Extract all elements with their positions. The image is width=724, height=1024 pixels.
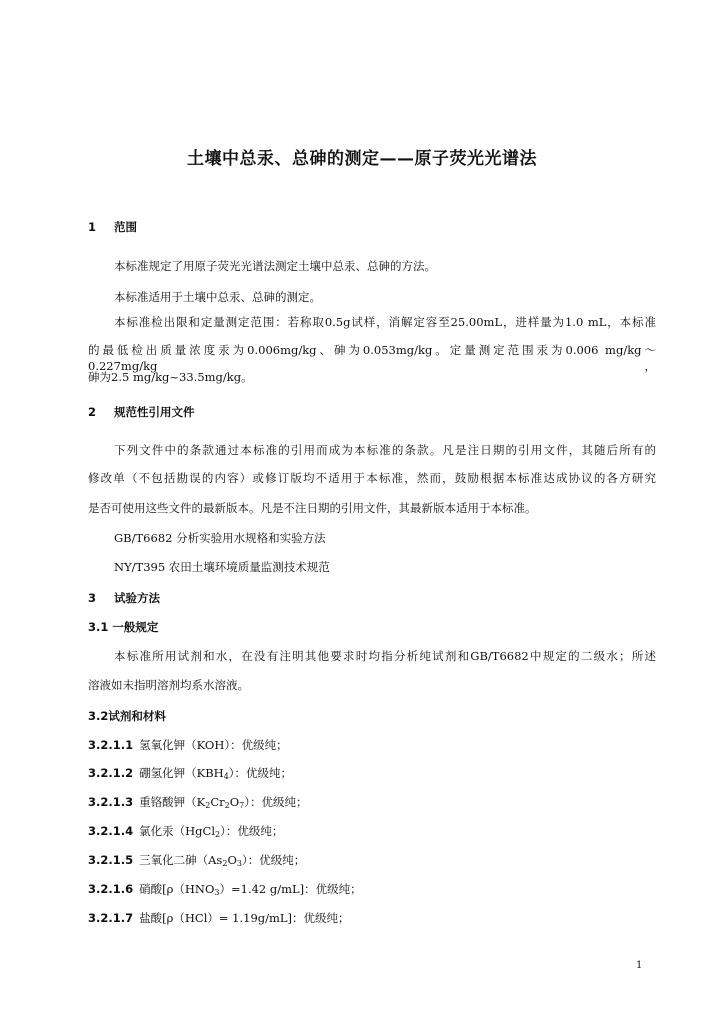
subscript: 2 <box>215 830 221 839</box>
item-text: ）：优级纯； <box>228 766 293 780</box>
item-text: O <box>227 853 237 867</box>
item-text: O <box>229 795 240 809</box>
item-text: Cr <box>210 795 225 809</box>
section-title: 试验方法 <box>114 591 160 605</box>
paragraph-line: 下列文件中的条款通过本标准的引用而成为本标准的条款。凡是注日期的引用文件，其随后所有的 <box>114 443 656 457</box>
item-text: 盐酸[ρ（HCl）= 1.19g/mL]：优级纯； <box>139 911 350 925</box>
reagent-item <box>88 737 288 753</box>
subscript: 3 <box>214 888 220 897</box>
paragraph: 本标准适用于土壤中总汞、总砷的测定。 <box>114 290 321 304</box>
section-number: 1 <box>88 220 97 234</box>
subscript: 2 <box>222 859 228 868</box>
section-title: 规范性引用文件 <box>114 405 195 419</box>
reagent-item <box>88 823 283 843</box>
item-code: 3.2.1.6 <box>88 882 134 896</box>
item-text: ）=1.42 g/mL]：优级纯； <box>219 882 362 896</box>
section-3-heading <box>88 590 160 606</box>
paragraph: 本标准规定了用原子荧光光谱法测定土壤中总汞、总砷的方法。 <box>114 259 436 273</box>
section-number: 2 <box>88 405 97 419</box>
item-text: 氯化汞（HgCl <box>139 824 215 838</box>
item-text: ）：优级纯； <box>244 795 308 809</box>
item-code: 3.2.1.4 <box>88 824 134 838</box>
subscript: 4 <box>223 772 229 781</box>
paragraph-line: 溶液如未指明溶剂均系水溶液。 <box>88 678 249 692</box>
page-number: 1 <box>636 960 643 971</box>
item-text: 重铬酸钾（K <box>139 795 206 809</box>
item-text: ）：优级纯； <box>241 853 306 867</box>
subsection-heading: 3.1 一般规定 <box>88 620 159 634</box>
reagent-item <box>88 852 305 872</box>
reference-item: NY/T395 农田土壤环境质量监测技术规范 <box>114 560 330 574</box>
item-code: 3.2.1.5 <box>88 853 134 867</box>
item-text: ）：优级纯； <box>220 824 284 838</box>
subsection-heading: 3.2试剂和材料 <box>88 709 166 723</box>
paragraph-line: 修改单（不包括勘误的内容）或修订版均不适用于本标准，然而，鼓励根据本标准达成协议的各方研究 <box>88 471 656 485</box>
item-text: 氢氧化钾（KOH）：优级纯； <box>139 738 288 752</box>
section-1-heading <box>88 219 137 235</box>
paragraph-line: 本标准检出限和定量测定范围：若称取0.5g试样，消解定容至25.00mL，进样量为1.0 mL，本标准 <box>114 315 656 329</box>
reagent-item <box>88 881 362 901</box>
paragraph-line: 是否可使用这些文件的最新版本。凡是不注日期的引用文件，其最新版本适用于本标准。 <box>88 501 537 515</box>
reagent-item <box>88 765 292 785</box>
item-code: 3.2.1.7 <box>88 911 134 925</box>
reference-item: GB/T6682 分析实验用水规格和实验方法 <box>114 531 326 545</box>
reagent-item <box>88 794 307 814</box>
reagent-item <box>88 910 350 926</box>
section-title: 范围 <box>114 220 137 234</box>
item-text: 硝酸[ρ（HNO <box>139 882 215 896</box>
subscript: 2 <box>224 801 230 810</box>
section-2-heading <box>88 404 195 420</box>
item-code: 3.2.1.2 <box>88 766 134 780</box>
item-text: 三氧化二砷（As <box>139 853 223 867</box>
document-title: 土壤中总汞、总砷的测定——原子荧光光谱法 <box>187 149 537 169</box>
item-code: 3.2.1.3 <box>88 795 134 809</box>
item-code: 3.2.1.1 <box>88 738 134 752</box>
subscript: 2 <box>205 801 211 810</box>
subscript: 7 <box>239 801 245 810</box>
paragraph-line: 本标准所用试剂和水，在没有注明其他要求时均指分析纯试剂和GB/T6682中规定的二级水；所述 <box>114 649 656 663</box>
item-text: 硼氢化钾（KBH <box>139 766 224 780</box>
paragraph-line: 的最低检出质量浓度汞为0.006mg/kg、砷为0.053mg/kg。定量测定范围汞为0.006 mg/kg～0.227mg/kg， <box>88 343 656 373</box>
section-number: 3 <box>88 591 97 605</box>
paragraph-line: 砷为2.5 mg/kg~33.5mg/kg。 <box>88 370 253 384</box>
subscript: 3 <box>236 859 242 868</box>
